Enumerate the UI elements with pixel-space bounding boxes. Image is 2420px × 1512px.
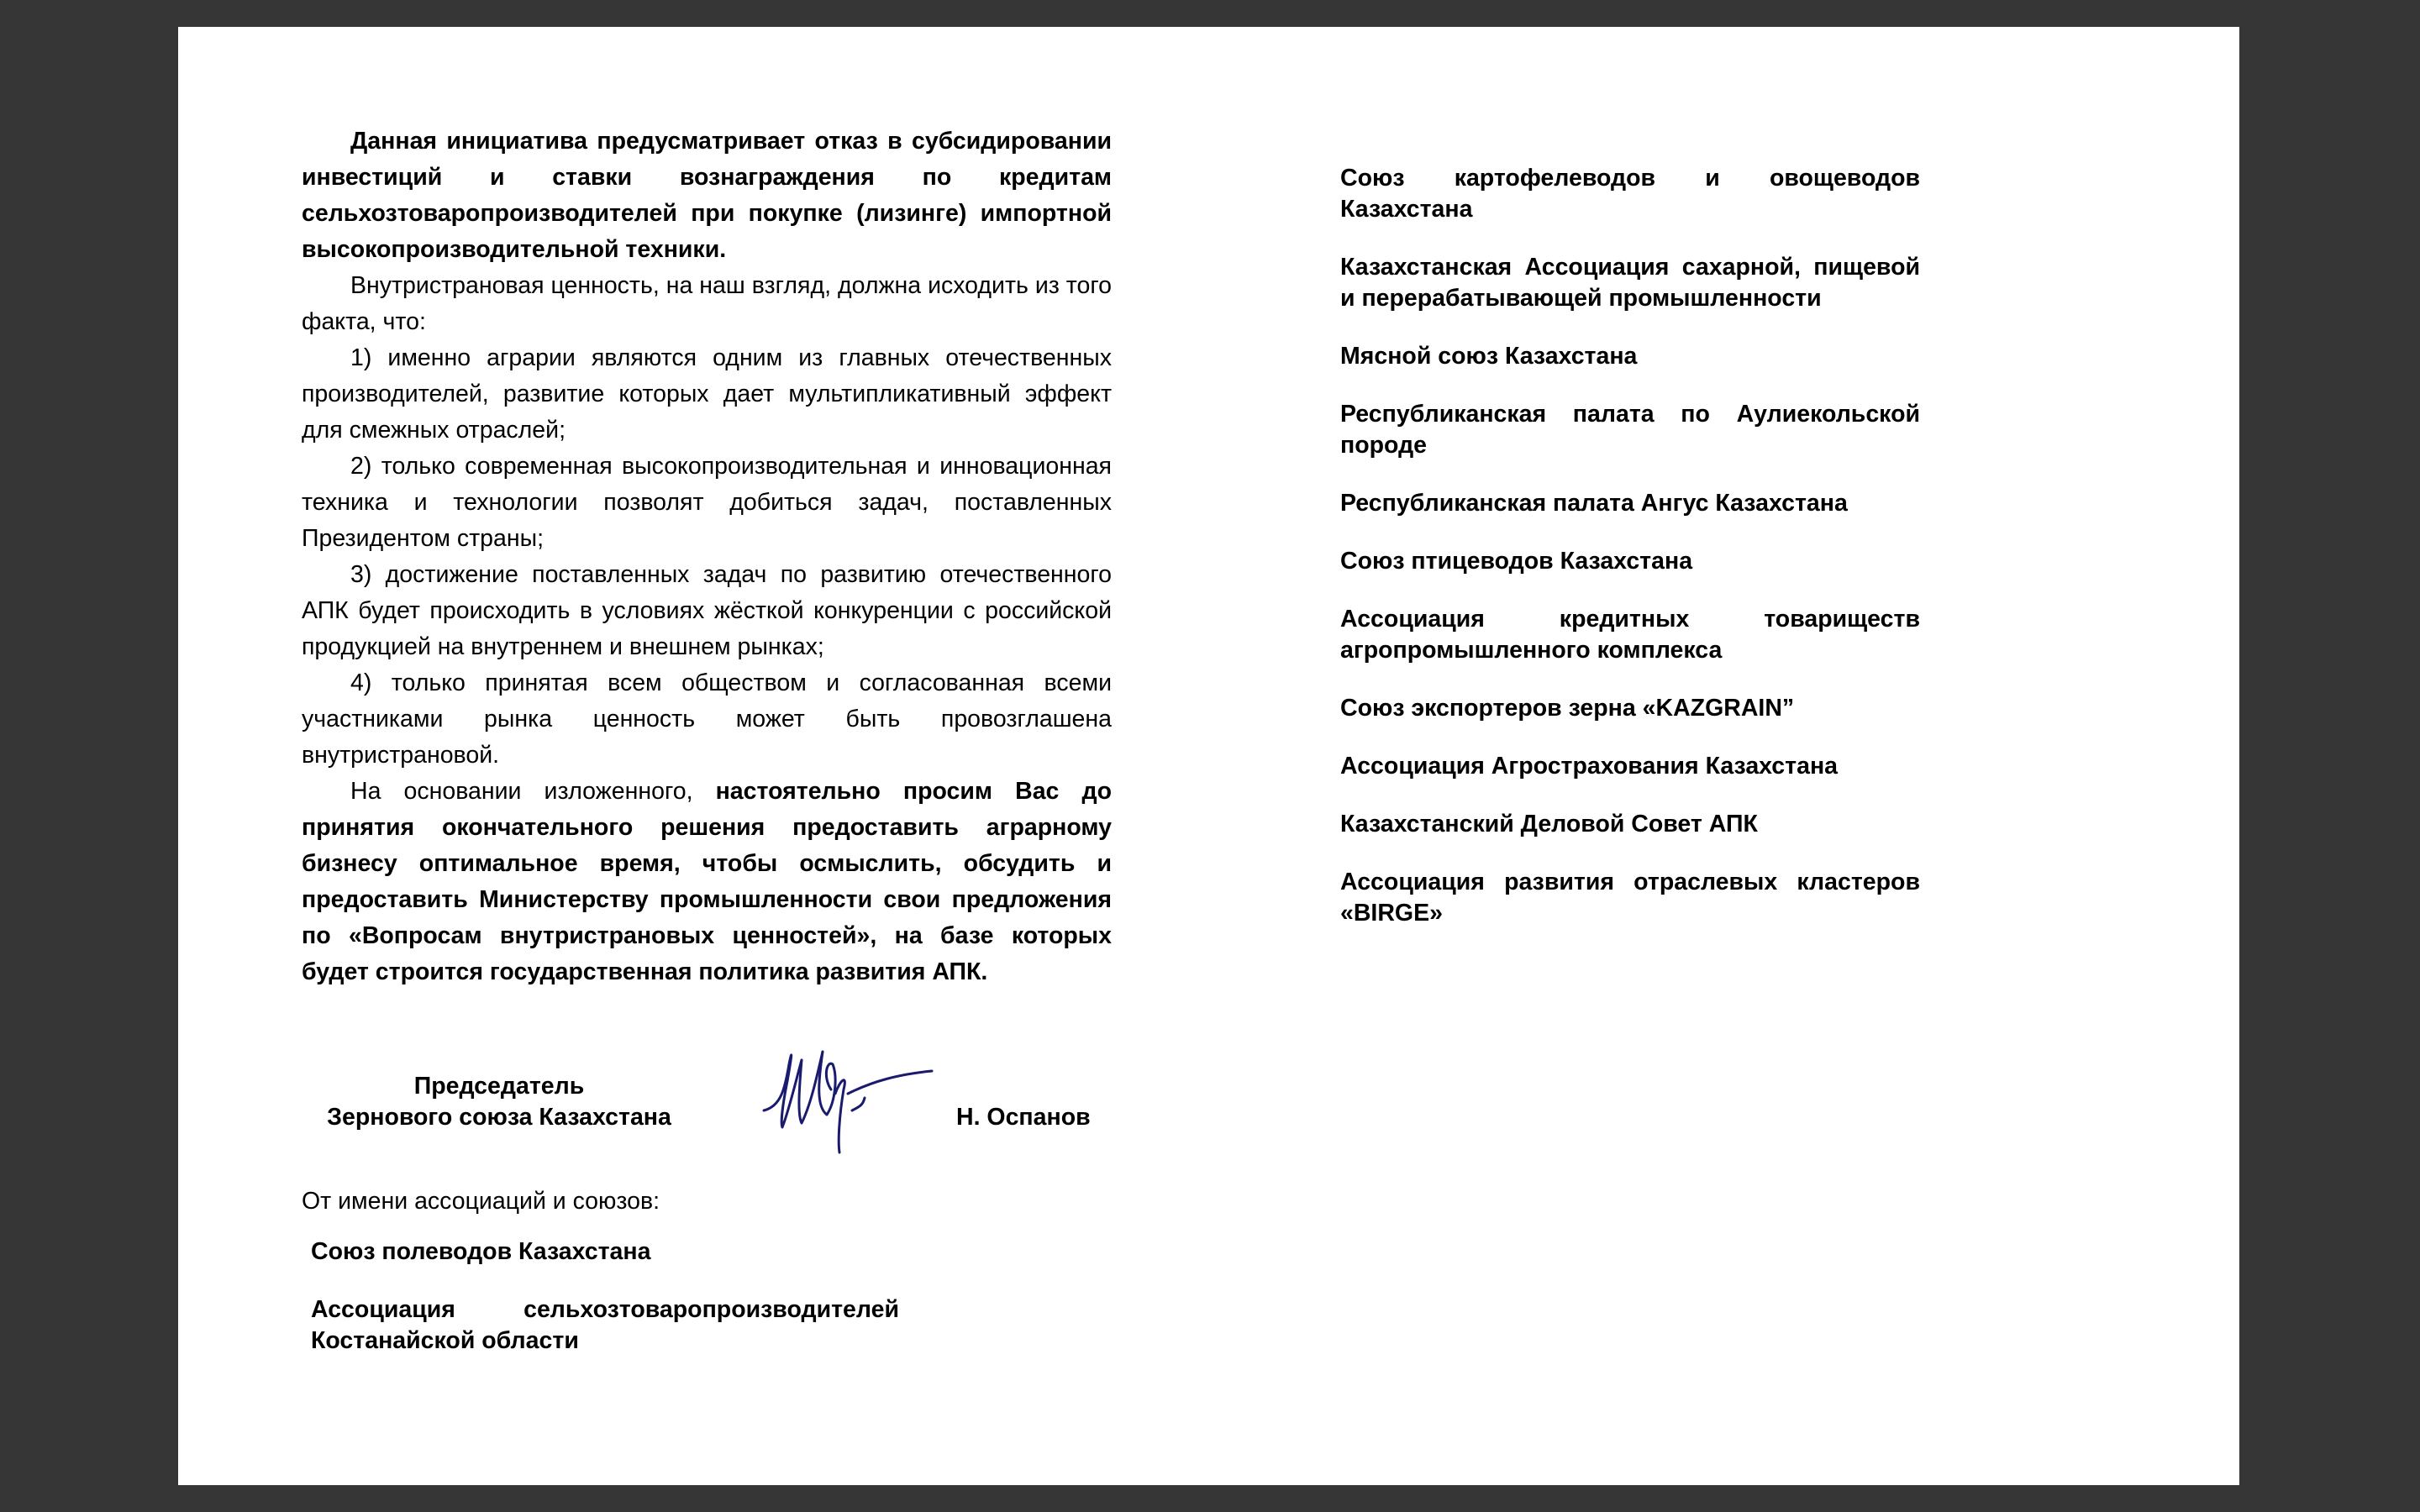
paragraph-point-1: 1) именно аграрии являются одним из главных отечественных производителей, развитие которых дает мультипликативный эффект для смежных отраслей; (302, 344, 1112, 444)
letter-body (302, 123, 1112, 990)
org-item: Республиканская палата по Аулиекольской породе (1340, 401, 1920, 459)
behalf-caption: От имени ассоциаций и союзов: (302, 1188, 660, 1215)
signatory-name: Н. Оспанов (956, 1104, 1091, 1131)
org-item: Ассоциация кредитных товариществ агропромышленного комплекса (1340, 606, 1920, 664)
paragraph-point-3: 3) достижение поставленных задач по развитию отечественного АПК будет происходить в условиях жёсткой конкуренции с российской продукцией на внутреннем и внешнем рынках; (302, 561, 1112, 660)
document-page (178, 27, 2239, 1485)
org-item: Союз полеводов Казахстана (311, 1238, 651, 1265)
org-item: Казахстанская Ассоциация сахарной, пищевой и перерабатывающей промышленности (1340, 254, 1920, 312)
handwritten-signature (755, 1031, 965, 1165)
org-item: Ассоциация сельхозтоваропроизводителей Костанайской области (311, 1296, 899, 1354)
org-item: Казахстанский Деловой Совет АПК (1340, 811, 1758, 837)
org-item: Ассоциация Агрострахования Казахстана (1340, 753, 1839, 780)
org-item: Ассоциация развития отраслевых кластеров «BIRGE» (1340, 869, 1920, 927)
org-item: Союз птицеводов Казахстана (1340, 548, 1693, 575)
org-item: Союз картофелеводов и овощеводов Казахстана (1340, 165, 1920, 223)
org-item: Республиканская палата Ангус Казахстана (1340, 490, 1848, 517)
org-item: Мясной союз Казахстана (1340, 343, 1638, 370)
paragraph-point-4: 4) только принятая всем обществом и согласованная всеми участниками рынка ценность может быть провозглашена внутристрановой. (302, 669, 1112, 769)
organizations-right (1340, 163, 1920, 956)
paragraph-point-2: 2) только современная высокопроизводительная и инновационная техника и технологии позволят добиться задач, поставленных Президентом страны; (302, 453, 1112, 552)
signature-block (302, 1031, 1112, 1173)
paragraph-request: На основании изложенного, настоятельно просим Вас до принятия окончательного решения предоставить аграрному бизнесу оптимальное время, чтобы осмыслить, обсудить и предоставить Министерству промышленности свои предложения по «Вопросам внутристрановых ценностей», на базе которых будет строится государственная политика развития АПК. (302, 778, 1112, 985)
org-item: Союз экспортеров зерна «KAZGRAIN” (1340, 695, 1795, 722)
paragraph-value-intro: Внутристрановая ценность, на наш взгляд, должна исходить из того факта, что: (302, 272, 1112, 335)
signatory-title: Председатель Зернового союза Казахстана (327, 1073, 671, 1131)
paragraph-initiative: Данная инициатива предусматривает отказ в субсидировании инвестиций и ставки вознаграждения по кредитам сельхозтоваропроизводителей при покупке (лизинге) импортной высокопроизводительной техники. (302, 128, 1112, 263)
organizations-left (311, 1236, 899, 1383)
